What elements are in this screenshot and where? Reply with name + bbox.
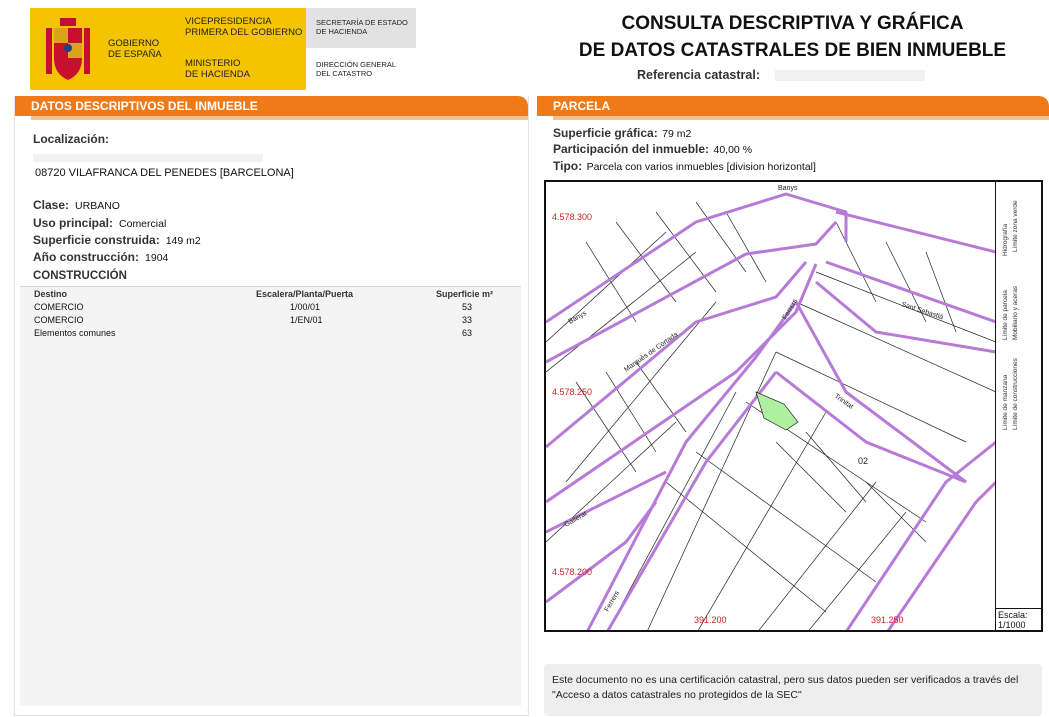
col-superficie: Superficie m² bbox=[436, 289, 494, 299]
cadastral-map[interactable] bbox=[544, 180, 1043, 632]
coord-label-3: 391.200 bbox=[694, 615, 727, 625]
anio-row bbox=[33, 248, 168, 266]
tipo-value: Parcela con varios inmuebles [division horizontal] bbox=[586, 161, 816, 173]
title-line-1: CONSULTA DESCRIPTIVA Y GRÁFICA bbox=[621, 13, 964, 34]
legend-item-3: Mobiliario y aceras bbox=[1012, 285, 1019, 340]
street-label-2: Banys bbox=[567, 309, 588, 326]
tipo-label: Tipo: bbox=[553, 159, 583, 173]
localizacion-label: Localización: bbox=[33, 132, 110, 146]
street-label-1: Sant Sebastià bbox=[900, 301, 945, 322]
legend-item-0: Hidrografía bbox=[1002, 223, 1009, 256]
table-row-1-superficie: 33 bbox=[462, 315, 473, 325]
parcela-header: PARCELA bbox=[537, 96, 1049, 116]
coord-label-4: 391.250 bbox=[871, 615, 904, 625]
street-label-5: Marquès de Cortada bbox=[623, 331, 680, 374]
legend-item-4: Límite de manzana bbox=[1002, 374, 1009, 430]
clase-label: Clase: bbox=[33, 198, 70, 212]
clase-row bbox=[33, 196, 120, 214]
map-scale bbox=[995, 608, 1041, 630]
participacion-value: 40,00 % bbox=[713, 144, 753, 156]
title-line-2: DE DATOS CATASTRALES DE BIEN INMUEBLE bbox=[578, 40, 1007, 61]
legend-item-1: Límite zona verde bbox=[1012, 200, 1019, 252]
vicepresidencia-text: VICEPRESIDENCIA PRIMERA DEL GOBIERNO bbox=[185, 16, 303, 38]
street-label-7: Ferrers bbox=[603, 589, 622, 613]
table-row-0-escalera: 1/00/01 bbox=[290, 302, 321, 312]
col-escalera: Escalera/Planta/Puerta bbox=[256, 289, 354, 299]
localizacion-address-redacted bbox=[33, 154, 263, 162]
table-row-2-superficie: 63 bbox=[462, 328, 473, 338]
coat-of-arms-icon bbox=[40, 16, 96, 84]
street-label-4: Gallerat bbox=[563, 510, 589, 529]
cadastral-map-drawing bbox=[546, 182, 996, 632]
highlighted-parcel bbox=[756, 392, 798, 430]
superficie-row bbox=[33, 231, 201, 249]
street-label-3: Ferrers bbox=[781, 297, 800, 321]
construccion-table bbox=[20, 286, 521, 706]
coord-label-0: 4.578.300 bbox=[552, 212, 593, 222]
datos-descriptivos-panel bbox=[14, 96, 529, 716]
scale-value: 1/1000 bbox=[998, 620, 1026, 630]
clase-value: URBANO bbox=[75, 200, 120, 212]
table-row-1-escalera: 1/EN/01 bbox=[290, 315, 323, 325]
uso-row bbox=[33, 214, 166, 232]
coord-label-2: 4.578.200 bbox=[552, 567, 593, 577]
ministerio-text: MINISTERIO DE HACIENDA bbox=[185, 58, 250, 80]
ref-catastral-value-redacted bbox=[775, 70, 925, 81]
anio-label: Año construcción: bbox=[33, 250, 140, 264]
superficie-value: 149 m2 bbox=[165, 235, 201, 247]
table-row-2-destino: Elementos comunes bbox=[34, 328, 116, 338]
street-label-0: Banys bbox=[778, 185, 798, 192]
scale-label: Escala: bbox=[998, 610, 1028, 620]
sup-grafica-value: 79 m2 bbox=[662, 128, 692, 140]
page-title bbox=[560, 10, 1025, 64]
col-destino: Destino bbox=[34, 289, 68, 299]
coord-label-1: 4.578.250 bbox=[552, 387, 593, 397]
anio-value: 1904 bbox=[145, 252, 169, 264]
secretaria-block bbox=[306, 8, 416, 48]
gobierno-text: GOBIERNO DE ESPAÑA bbox=[108, 38, 162, 60]
gobierno-logo-block bbox=[30, 8, 306, 90]
sup-grafica-label: Superficie gráfica: bbox=[553, 126, 658, 140]
direccion-text: DIRECCIÓN GENERAL DEL CATASTRO bbox=[316, 60, 397, 78]
parcela-panel bbox=[537, 96, 1049, 716]
table-row-0-superficie: 53 bbox=[462, 302, 473, 312]
ref-catastral-label: Referencia catastral: bbox=[637, 68, 760, 82]
uso-label: Uso principal: bbox=[33, 216, 114, 230]
map-legend bbox=[995, 182, 1041, 610]
secretaria-text: SECRETARÍA DE ESTADO DE HACIENDA bbox=[316, 18, 408, 36]
construccion-title: CONSTRUCCIÓN bbox=[33, 270, 127, 282]
block-label: 02 bbox=[858, 456, 869, 466]
table-row-1-destino: COMERCIO bbox=[34, 315, 84, 325]
disclaimer-notice: Este documento no es una certificación catastral, pero sus datos pueden ser verificados a través del "Acceso a datos catastrales no protegidos de la SEC" bbox=[544, 664, 1042, 716]
uso-value: Comercial bbox=[119, 218, 167, 230]
legend-item-5: Límite de construcciones bbox=[1012, 358, 1019, 430]
localizacion-city: 08720 VILAFRANCA DEL PENEDES [BARCELONA] bbox=[35, 167, 294, 179]
street-label-6: Trinitat bbox=[832, 392, 855, 411]
table-row-0-destino: COMERCIO bbox=[34, 302, 84, 312]
datos-descriptivos-header: DATOS DESCRIPTIVOS DEL INMUEBLE bbox=[15, 96, 528, 116]
participacion-label: Participación del inmueble: bbox=[553, 142, 710, 156]
participacion-row bbox=[553, 140, 752, 158]
legend-item-2: Límite de parcela bbox=[1002, 290, 1009, 340]
tipo-row bbox=[553, 157, 816, 175]
superficie-label: Superficie construida: bbox=[33, 233, 160, 247]
